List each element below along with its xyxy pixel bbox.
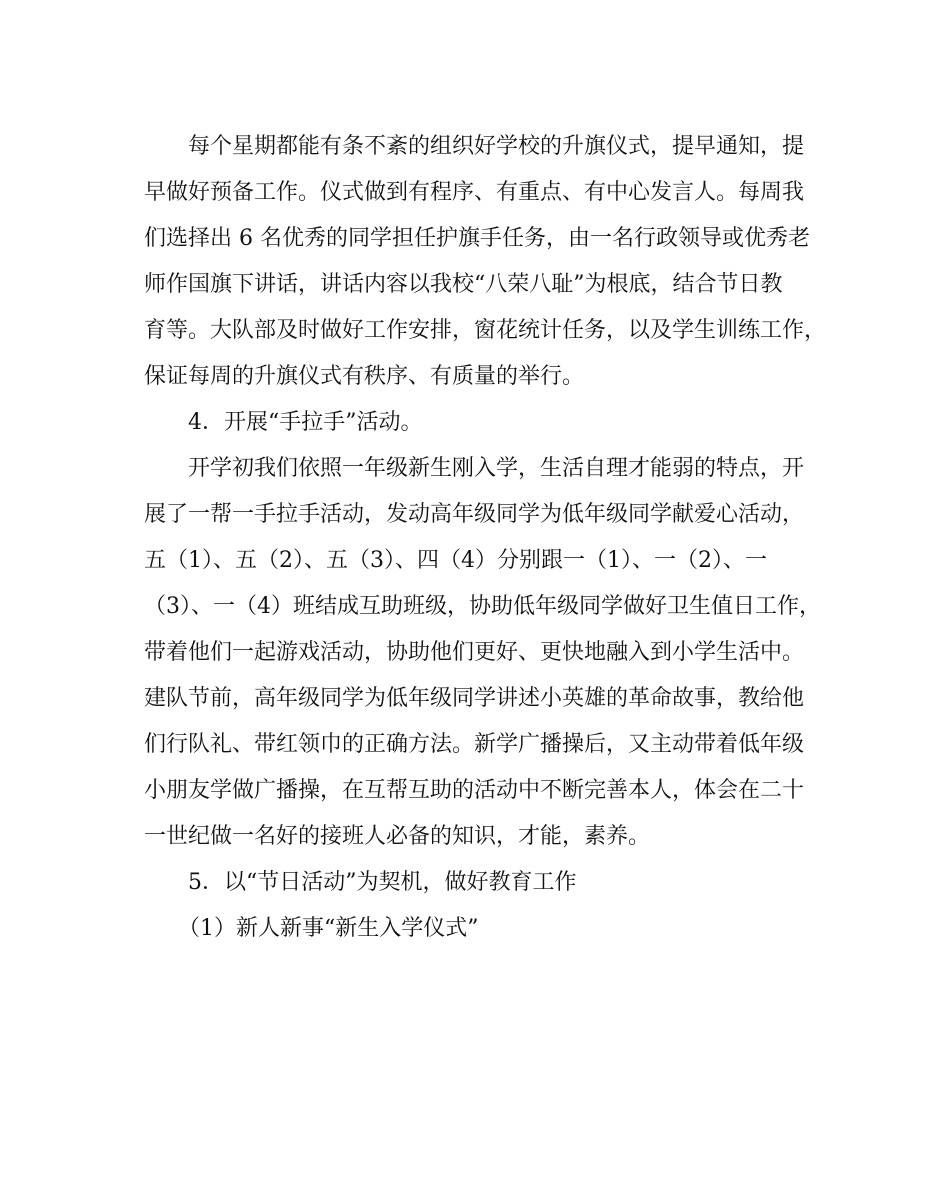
paragraph-line: 师作国旗下讲话，讲话内容以我校“八荣八耻”为根底，结合节日教	[144, 272, 783, 297]
paragraph-line: 们行队礼、带红领巾的正确方法。新学广播操后，又主动带着低年级	[144, 732, 805, 757]
paragraph-line: 一世纪做一名好的接班人必备的知识，才能，素养。	[144, 824, 651, 849]
paragraph-line: 五（1）、五（2）、五（3）、四（4）分别跟一（1）、一（2）、一	[144, 548, 767, 573]
paragraph-line: 们选择出 6 名优秀的同学担任护旗手任务，由一名行政领导或优秀老	[144, 226, 810, 251]
section-heading: 4．开展“手拉手”活动。	[188, 410, 423, 435]
paragraph-line: 小朋友学做广播操，在互帮互助的活动中不断完善本人，体会在二十	[144, 778, 805, 803]
subsection-heading: （1）新人新事“新生入学仪式”	[178, 916, 479, 941]
paragraph-line: 保证每周的升旗仪式有秩序、有质量的举行。	[144, 364, 585, 389]
paragraph-line: （3）、一（4）班结成互助班级，协助低年级同学做好卫生值日工作，	[144, 594, 821, 619]
paragraph-line: 育等。大队部及时做好工作安排，窗花统计任务，以及学生训练工作，	[144, 318, 827, 343]
section-heading: 5．以“节日活动”为契机，做好教育工作	[188, 870, 577, 895]
paragraph-line: 每个星期都能有条不紊的组织好学校的升旗仪式，提早通知，提	[188, 134, 805, 159]
paragraph-line: 早做好预备工作。仪式做到有程序、有重点、有中心发言人。每周我	[144, 180, 805, 205]
paragraph-line: 展了一帮一手拉手活动，发动高年级同学为低年级同学献爱心活动，	[144, 502, 805, 527]
paragraph-line: 建队节前，高年级同学为低年级同学讲述小英雄的革命故事，教给他	[144, 686, 805, 711]
paragraph-line: 带着他们一起游戏活动，协助他们更好、更快地融入到小学生活中。	[144, 640, 805, 665]
document-body	[144, 124, 827, 952]
paragraph-line: 开学初我们依照一年级新生刚入学，生活自理才能弱的特点，开	[188, 456, 805, 481]
